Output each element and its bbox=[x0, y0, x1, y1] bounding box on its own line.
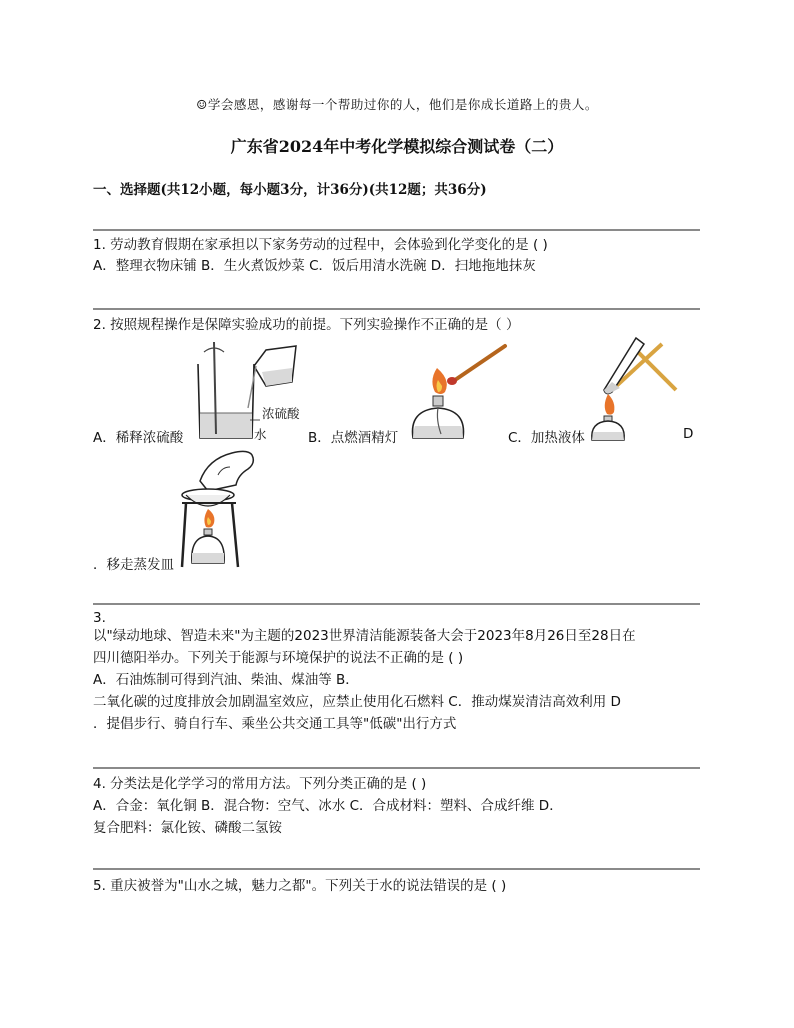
divider-q3 bbox=[93, 603, 700, 605]
q3-line-4: 二氧化碳的过度排放会加剧温室效应，应禁止使用化石燃料 C．推动煤炭清洁高效利用 D bbox=[93, 694, 621, 710]
q1-options: A．整理衣物床铺 B．生火煮饭炒菜 C．饭后用清水洗碗 D．扫地拖地抹灰 bbox=[93, 258, 536, 274]
divider-q5 bbox=[93, 868, 700, 870]
divider-q1 bbox=[93, 229, 700, 231]
q2-option-a: A．稀释浓硫酸 bbox=[93, 430, 184, 446]
label-acid: 浓硫酸 bbox=[262, 406, 300, 421]
q5-stem: 5. 重庆被誉为"山水之城，魅力之都"。下列关于水的说法错误的是 ( ) bbox=[93, 878, 507, 894]
q3-number: 3. bbox=[93, 610, 106, 626]
alcohol-lamp-match-illustration bbox=[405, 340, 515, 445]
q3-line-2: 四川德阳举办。下列关于能源与环境保护的说法不正确的是 ( ) bbox=[93, 650, 464, 666]
page-title: 广东省2024年中考化学模拟综合测试卷（二） bbox=[230, 137, 564, 156]
q3-line-5: ．提倡步行、骑自行车、乘坐公共交通工具等"低碳"出行方式 bbox=[93, 716, 457, 732]
q2-option-c: C．加热液体 bbox=[508, 430, 585, 446]
test-tube-heating-illustration bbox=[590, 332, 690, 442]
divider-q2 bbox=[93, 308, 700, 310]
evaporating-dish-hand-illustration bbox=[178, 445, 278, 570]
q4-stem: 4. 分类法是化学学习的常用方法。下列分类正确的是 ( ) bbox=[93, 776, 427, 792]
q2-stem: 2. 按照规程操作是保障实验成功的前提。下列实验操作不正确的是（ ） bbox=[93, 317, 520, 333]
q3-line-3: A．石油炼制可得到汽油、柴油、煤油等 B． bbox=[93, 672, 359, 688]
q4-line-3: 复合肥料：氯化铵、磷酸二氢铵 bbox=[93, 820, 282, 836]
q3-line-1: 以"绿动地球、智造未来"为主题的2023世界清洁能源装备大会于2023年8月26日至28日在 bbox=[93, 628, 636, 644]
divider-q4 bbox=[93, 767, 700, 769]
motto: ☺学会感恩，感谢每一个帮助过你的人，他们是你成长道路上的贵人。 bbox=[196, 97, 598, 112]
q2-option-b: B．点燃酒精灯 bbox=[308, 430, 399, 446]
section-heading: 一、选择题(共12小题，每小题3分，计36分)(共12题；共36分) bbox=[93, 182, 487, 198]
q2-option-d-letter: D bbox=[683, 426, 694, 442]
q1-stem: 1. 劳动教育假期在家承担以下家务劳动的过程中，会体验到化学变化的是 ( ) bbox=[93, 237, 548, 253]
beaker-dilution-illustration bbox=[190, 338, 310, 443]
label-water: 水 bbox=[254, 427, 267, 442]
q2-option-d: ．移走蒸发皿 bbox=[93, 557, 174, 573]
q4-line-2: A．合金：氧化铜 B．混合物：空气、冰水 C．合成材料：塑料、合成纤维 D． bbox=[93, 798, 563, 814]
